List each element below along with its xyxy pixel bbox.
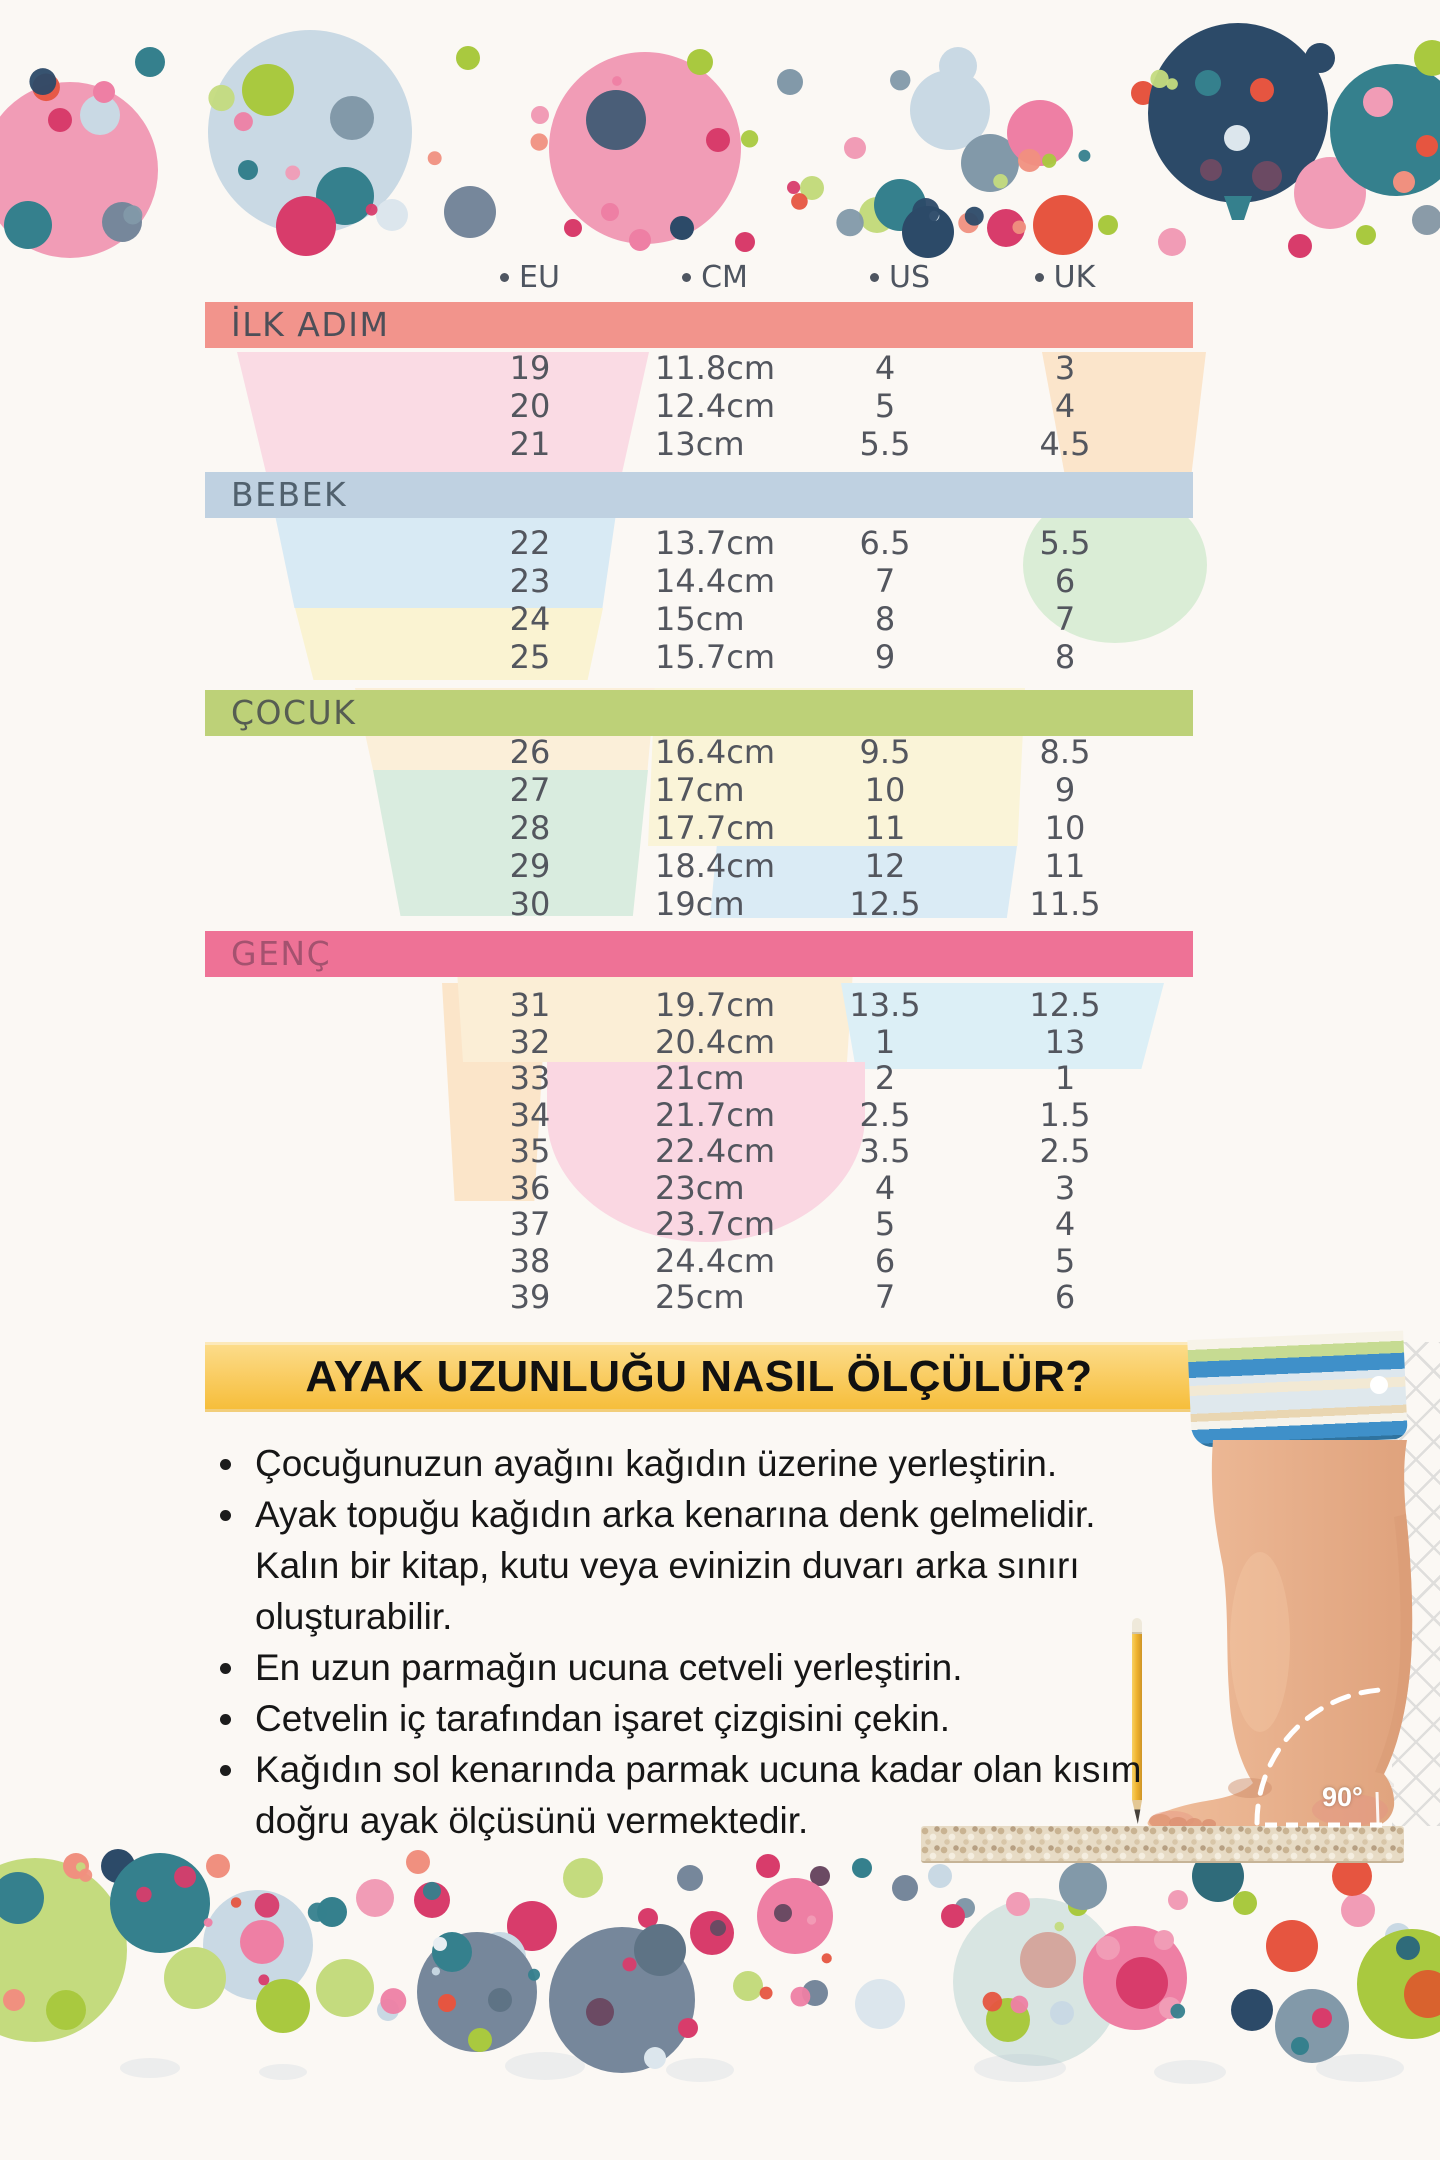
decorative-dot	[255, 1893, 280, 1918]
decorative-dot	[822, 1953, 832, 1963]
size-cell-us: 4	[874, 1168, 896, 1207]
decorative-dot	[206, 1854, 230, 1878]
decorative-dot	[316, 1959, 374, 2017]
decorative-dot	[488, 1988, 512, 2012]
decorative-dot	[406, 1850, 430, 1874]
size-cell-us: 10	[864, 771, 906, 809]
decorative-dots-bottom	[0, 1845, 1440, 2160]
decorative-dot	[135, 47, 165, 77]
decorative-dot	[1050, 2001, 1074, 2025]
size-cell-uk: 1.5	[1039, 1095, 1091, 1134]
decorative-dot	[468, 2028, 492, 2052]
size-cell-eu: 36	[509, 1168, 551, 1207]
decorative-dot	[586, 90, 646, 150]
bullet-icon	[220, 1663, 231, 1674]
size-row	[205, 733, 1200, 771]
decorative-dot	[629, 229, 651, 251]
decorative-dot	[735, 232, 755, 252]
decorative-dot	[1305, 43, 1335, 73]
decorative-dot	[438, 1994, 456, 2012]
size-cell-eu: 24	[509, 600, 551, 638]
decorative-dot	[1054, 1922, 1064, 1932]
decorative-dot	[356, 1879, 394, 1917]
size-cell-eu: 21	[509, 425, 551, 463]
size-row	[205, 885, 1200, 923]
decorative-dot	[308, 1903, 327, 1922]
size-cell-cm: 20.4cm	[655, 1022, 776, 1061]
decorative-dot	[670, 216, 694, 240]
decorative-dot	[110, 1853, 210, 1953]
size-cell-uk: 1	[1054, 1059, 1076, 1097]
size-cell-us: 9.5	[859, 733, 911, 771]
size-cell-cm: 19.7cm	[655, 986, 776, 1024]
decorative-dot	[807, 1915, 816, 1924]
section-label: GENÇ	[231, 934, 332, 973]
decorative-dot	[1224, 125, 1250, 151]
size-cell-us: 13.5	[849, 986, 921, 1024]
decorative-dot	[164, 1947, 226, 2009]
decorative-dot	[238, 160, 258, 180]
decorative-dot	[733, 1971, 763, 2001]
decorative-dot	[836, 209, 863, 236]
column-header-label: UK	[1053, 259, 1096, 295]
decorative-dot	[240, 1920, 284, 1964]
decorative-dot	[174, 1866, 196, 1888]
decorative-dot	[1059, 1862, 1107, 1910]
size-cell-eu: 20	[509, 387, 551, 425]
size-cell-eu: 38	[509, 1241, 551, 1280]
decorative-dot	[777, 69, 803, 95]
decorative-dot	[1116, 1957, 1168, 2009]
size-cell-uk: 3	[1054, 349, 1076, 387]
decorative-dot	[1341, 1893, 1375, 1927]
size-row	[205, 771, 1200, 809]
size-cell-us: 11	[864, 809, 906, 847]
decorative-dot	[1006, 1892, 1030, 1916]
bullet-icon	[220, 1510, 231, 1521]
size-cell-cm: 14.4cm	[655, 562, 776, 600]
bullet-icon	[220, 1765, 231, 1776]
size-cell-eu: 30	[509, 885, 551, 923]
section-bar-i-lk-adim	[205, 302, 1193, 348]
decorative-dot	[3, 1989, 25, 2011]
size-cell-us: 12	[864, 847, 906, 885]
decorative-dot	[528, 1969, 540, 1981]
decorative-dot	[432, 1967, 440, 1975]
decorative-dot	[741, 130, 758, 147]
bullet-icon	[220, 1459, 231, 1470]
decorative-dot-reflection	[505, 2052, 585, 2080]
decorative-dot	[687, 49, 713, 75]
decorative-dot-reflection	[1154, 2060, 1226, 2084]
size-cell-us: 7	[874, 1278, 896, 1316]
decorative-dot	[912, 198, 939, 225]
decorative-dot	[941, 1904, 965, 1928]
instruction-item	[205, 1489, 1365, 1642]
decorative-dot	[1020, 1932, 1076, 1988]
size-cell-cm: 15.7cm	[655, 638, 776, 676]
decorative-dot	[760, 1987, 773, 2000]
size-cell-eu: 34	[509, 1095, 551, 1134]
size-cell-us: 1	[874, 1022, 896, 1061]
size-row	[205, 1059, 1200, 1097]
size-cell-eu: 23	[509, 562, 551, 600]
size-cell-cm: 18.4cm	[655, 847, 776, 885]
decorative-dot	[890, 70, 910, 90]
shoe-size-table	[205, 250, 1200, 1335]
size-cell-uk: 4	[1054, 1205, 1076, 1243]
decorative-dot	[1416, 135, 1438, 157]
instruction-line: Çocuğunuzun ayağını kağıdın üzerine yerleştirin.	[255, 1443, 1058, 1484]
decorative-dot	[1096, 1936, 1120, 1960]
section-label: ÇOCUK	[231, 693, 357, 732]
size-row	[205, 524, 1200, 562]
section-bar-genc	[205, 931, 1193, 977]
decorative-dot	[892, 1875, 918, 1901]
size-cell-cm: 15cm	[655, 600, 745, 638]
decorative-dot	[428, 151, 442, 165]
size-row	[205, 1132, 1200, 1170]
decorative-dot	[376, 199, 408, 231]
decorative-dot	[1291, 2037, 1309, 2055]
size-row	[205, 600, 1200, 638]
size-cell-uk: 5	[1054, 1241, 1076, 1280]
decorative-dot	[48, 108, 72, 132]
size-cell-uk: 13	[1044, 1022, 1086, 1061]
decorative-dot	[276, 196, 336, 256]
decorative-dot	[1312, 2008, 1332, 2028]
section-label: BEBEK	[231, 475, 348, 514]
instruction-line: oluşturabilir.	[255, 1596, 453, 1637]
decorative-dot	[791, 1987, 811, 2007]
size-cell-uk: 3	[1054, 1168, 1076, 1207]
size-cell-eu: 39	[509, 1278, 551, 1316]
instruction-item	[205, 1438, 1365, 1489]
decorative-dot	[1018, 149, 1041, 172]
decorative-dot	[1250, 78, 1274, 102]
size-row	[205, 986, 1200, 1024]
decorative-dot	[993, 174, 1008, 189]
size-row	[205, 349, 1200, 387]
decorative-dot	[204, 1918, 213, 1927]
decorative-dot	[1233, 1891, 1257, 1915]
size-cell-uk: 4	[1054, 387, 1076, 425]
decorative-dot	[787, 181, 800, 194]
size-cell-us: 5.5	[859, 425, 911, 463]
instruction-line: Cetvelin iç tarafından işaret çizgisini çekin.	[255, 1698, 951, 1739]
decorative-dot	[1170, 2004, 1185, 2019]
size-row	[205, 847, 1200, 885]
decorative-dot	[1033, 195, 1093, 255]
size-row	[205, 1242, 1200, 1280]
size-cell-uk: 6	[1054, 1278, 1076, 1316]
size-cell-us: 2.5	[859, 1095, 911, 1134]
decorative-dot	[380, 1988, 406, 2014]
size-cell-us: 4	[874, 349, 896, 387]
size-cell-us: 3.5	[859, 1132, 911, 1170]
size-cell-uk: 11	[1044, 847, 1086, 885]
decorative-dot	[1393, 171, 1415, 193]
decorative-dot	[622, 1957, 636, 1971]
decorative-dot	[928, 1864, 952, 1888]
how-to-measure-title: AYAK UZUNLUĞU NASIL ÖLÇÜLÜR?	[305, 1352, 1093, 1401]
section-bar-cocuk	[205, 690, 1193, 736]
decorative-dot	[456, 46, 480, 70]
size-cell-cm: 12.4cm	[655, 387, 776, 425]
size-cell-us: 7	[874, 562, 896, 600]
size-cell-us: 6.5	[859, 524, 911, 562]
size-cell-cm: 11.8cm	[655, 349, 776, 387]
decorative-dot	[1275, 1989, 1349, 2063]
decorative-dot-reflection	[259, 2064, 307, 2080]
decorative-dot	[1200, 159, 1222, 181]
decorative-dot	[433, 1937, 447, 1951]
size-cell-eu: 32	[509, 1022, 551, 1061]
size-cell-eu: 27	[509, 771, 551, 809]
decorative-dot	[1412, 205, 1440, 235]
decorative-dot	[1266, 1920, 1318, 1972]
decorative-dot-reflection	[974, 2054, 1066, 2082]
decorative-dot	[791, 193, 808, 210]
size-cell-uk: 10	[1044, 809, 1086, 847]
size-cell-cm: 17cm	[655, 771, 745, 809]
size-cell-cm: 22.4cm	[655, 1132, 776, 1170]
size-cell-uk: 8.5	[1039, 733, 1091, 771]
decorative-dot	[1356, 225, 1376, 245]
instruction-line: doğru ayak ölçüsünü vermektedir.	[255, 1800, 809, 1841]
size-cell-cm: 23.7cm	[655, 1205, 776, 1243]
section-bar-bebek	[205, 472, 1193, 518]
decorative-dot	[1231, 1989, 1273, 2031]
size-cell-cm: 17.7cm	[655, 809, 776, 847]
size-cell-eu: 29	[509, 847, 551, 885]
size-cell-cm: 13cm	[655, 425, 745, 463]
measurement-instructions-list	[205, 1438, 1365, 1846]
decorative-dot	[1078, 150, 1090, 162]
decorative-dot	[1042, 154, 1056, 168]
size-row	[205, 809, 1200, 847]
instruction-item	[205, 1693, 1365, 1744]
decorative-dot	[330, 96, 374, 140]
decorative-dot	[46, 1990, 86, 2030]
decorative-dot	[258, 1974, 269, 1985]
size-row	[205, 562, 1200, 600]
decorative-dot-reflection	[666, 2058, 734, 2082]
decorative-dot	[1195, 70, 1221, 96]
decorative-dot	[612, 76, 622, 86]
size-cell-us: 5	[874, 1205, 896, 1243]
size-row	[205, 1023, 1200, 1061]
size-cell-cm: 13.7cm	[655, 524, 776, 562]
size-cell-cm: 19cm	[655, 885, 745, 923]
decorative-dot	[844, 137, 866, 159]
decorative-dot	[774, 1904, 792, 1922]
column-header-label: EU	[519, 259, 560, 295]
bullet-icon	[220, 1714, 231, 1725]
size-cell-eu: 19	[509, 349, 551, 387]
size-row	[205, 387, 1200, 425]
decorative-dot	[29, 68, 56, 95]
decorative-dot	[423, 1882, 441, 1900]
decorative-dot	[1168, 1890, 1188, 1910]
decorative-dot	[586, 1998, 614, 2026]
column-header-label: US	[888, 259, 930, 295]
size-cell-uk: 7	[1054, 600, 1076, 638]
size-cell-cm: 23cm	[655, 1168, 745, 1207]
instruction-item	[205, 1744, 1365, 1846]
balloon-knot	[1224, 196, 1252, 220]
instruction-line: Kalın bir kitap, kutu veya evinizin duvarı arka sınırı	[255, 1545, 1080, 1586]
decorative-dot	[444, 186, 496, 238]
size-cell-us: 5	[874, 387, 896, 425]
size-cell-eu: 31	[509, 986, 551, 1024]
decorative-dot	[1011, 1996, 1029, 2014]
size-cell-us: 12.5	[849, 885, 921, 923]
size-cell-cm: 21.7cm	[655, 1095, 776, 1134]
size-cell-us: 6	[874, 1241, 896, 1280]
size-cell-uk: 6	[1054, 562, 1076, 600]
size-cell-eu: 37	[509, 1205, 551, 1243]
size-cell-eu: 35	[509, 1132, 551, 1170]
decorative-dot	[756, 1854, 780, 1878]
size-cell-uk: 9	[1054, 771, 1076, 809]
decorative-dot	[530, 133, 547, 150]
decorative-dot	[563, 1858, 603, 1898]
decorative-dot	[234, 112, 253, 131]
decorative-dot	[1150, 70, 1168, 88]
decorative-dot	[1396, 1936, 1420, 1960]
size-row	[205, 1096, 1200, 1134]
size-cell-eu: 28	[509, 809, 551, 847]
decorative-dot	[1098, 215, 1118, 235]
decorative-dot	[4, 201, 52, 249]
decorative-dot-reflection	[120, 2058, 180, 2078]
size-cell-uk: 12.5	[1029, 986, 1101, 1024]
size-row	[205, 638, 1200, 676]
decorative-dot	[678, 2018, 698, 2038]
decorative-dot	[1012, 220, 1026, 234]
right-angle-label: 90°	[1322, 1782, 1363, 1812]
size-cell-us: 9	[874, 638, 896, 676]
size-cell-eu: 26	[509, 733, 551, 771]
decorative-dot	[1363, 87, 1393, 117]
size-cell-cm: 16.4cm	[655, 733, 776, 771]
decorative-dot	[1154, 1930, 1174, 1950]
decorative-dot	[531, 106, 549, 124]
size-cell-eu: 25	[509, 638, 551, 676]
decorative-dot	[965, 207, 984, 226]
size-cell-uk: 4.5	[1039, 425, 1091, 463]
decorative-dot	[601, 203, 619, 221]
size-cell-eu: 22	[509, 524, 551, 562]
table-sections	[205, 250, 1200, 1335]
size-cell-uk: 2.5	[1039, 1132, 1091, 1170]
decorative-dot	[208, 85, 234, 111]
size-cell-cm: 21cm	[655, 1059, 745, 1097]
instruction-line: En uzun parmağın ucuna cetveli yerleştirin.	[255, 1647, 963, 1688]
size-cell-uk: 11.5	[1029, 885, 1101, 923]
decorative-dot	[79, 1869, 92, 1882]
decorative-dot	[710, 1920, 726, 1936]
section-label: İLK ADIM	[231, 305, 390, 344]
decorative-dot	[855, 1979, 905, 2029]
decorative-dot	[677, 1865, 703, 1891]
size-row	[205, 425, 1200, 463]
decorative-dot	[644, 2047, 666, 2069]
size-cell-cm: 24.4cm	[655, 1241, 776, 1280]
decorative-dot	[231, 1897, 241, 1907]
instruction-line: Kağıdın sol kenarında parmak ucuna kadar olan kısım	[255, 1749, 1142, 1790]
size-row	[205, 1278, 1200, 1316]
decorative-dot	[634, 1924, 686, 1976]
size-cell-cm: 25cm	[655, 1278, 745, 1316]
size-row	[205, 1205, 1200, 1243]
size-cell-us: 2	[874, 1059, 896, 1097]
decorative-dot	[757, 1878, 833, 1954]
size-cell-uk: 8	[1054, 638, 1076, 676]
decorative-dot	[136, 1887, 151, 1902]
decorative-dot	[1252, 161, 1282, 191]
decorative-dot	[366, 204, 378, 216]
decorative-dot	[706, 128, 730, 152]
size-cell-us: 8	[874, 600, 896, 638]
instruction-item	[205, 1642, 1365, 1693]
instruction-line: Ayak topuğu kağıdın arka kenarına denk gelmelidir.	[255, 1494, 1096, 1535]
decorative-dot	[285, 165, 300, 180]
decorative-dot-reflection	[1316, 2054, 1404, 2082]
size-cell-eu: 33	[509, 1059, 551, 1097]
decorative-dot	[939, 47, 977, 85]
decorative-dot	[256, 1979, 310, 2033]
decorative-dot	[1288, 234, 1312, 258]
decorative-dot	[242, 64, 294, 116]
decorative-dot	[93, 81, 115, 103]
size-row	[205, 1169, 1200, 1207]
decorative-dot	[564, 219, 582, 237]
size-cell-uk: 5.5	[1039, 524, 1091, 562]
decorative-dot	[852, 1858, 872, 1878]
column-header-label: CM	[701, 259, 748, 295]
decorative-dot	[983, 1992, 1003, 2012]
decorative-dot	[123, 205, 142, 224]
